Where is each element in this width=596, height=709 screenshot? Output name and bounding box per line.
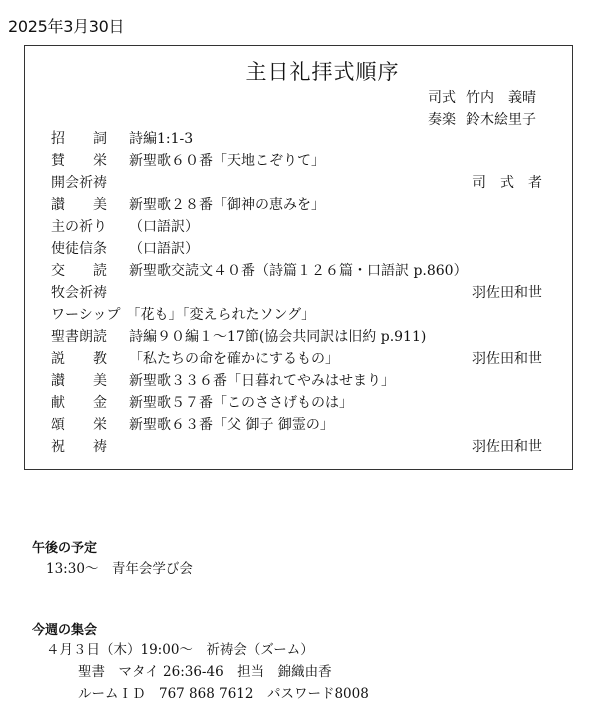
service-order-item	[51, 216, 542, 238]
staff-role: 奏楽	[428, 112, 456, 128]
service-item-content: （口語訳）	[129, 241, 199, 257]
afternoon-schedule-item: 13:30～ 青年会学び会	[46, 561, 193, 577]
service-item-label: 招 詞	[51, 131, 107, 147]
service-order-item	[51, 326, 542, 348]
staff-organist	[428, 109, 536, 129]
service-item-label: 讃 美	[51, 373, 107, 389]
service-item-label: ワーシップ	[51, 307, 121, 323]
service-item-label: 頌 栄	[51, 417, 107, 433]
service-item-content: 「私たちの命を確かにするもの」	[129, 351, 339, 367]
service-order-item	[51, 128, 542, 150]
service-order-item	[51, 392, 542, 414]
service-item-label: 主の祈り	[51, 219, 107, 235]
service-item-content: 詩編９０編１～17節(協会共同訳は旧約 p.911)	[129, 329, 427, 345]
service-item-person: 羽佐田和世	[472, 351, 542, 367]
service-item-content: 新聖歌６０番「天地こぞりて」	[129, 153, 325, 169]
service-item-label: 開会祈祷	[51, 175, 107, 191]
service-order-box	[24, 45, 573, 470]
service-order-item	[51, 304, 542, 326]
service-item-label: 交 読	[51, 263, 107, 279]
service-item-content: 新聖歌３３６番「日暮れてやみはせまり」	[129, 373, 395, 389]
service-order-item	[51, 260, 542, 282]
service-item-person: 羽佐田和世	[472, 285, 542, 301]
service-order-item	[51, 436, 542, 458]
service-item-label: 使徒信条	[51, 241, 107, 257]
weekly-meeting-room-id: ルームＩＤ 767 868 7612 パスワード8008	[78, 686, 369, 702]
service-order-item	[51, 282, 542, 304]
service-item-label: 祝 祷	[51, 439, 107, 455]
service-item-person: 羽佐田和世	[472, 439, 542, 455]
service-item-label: 讃 美	[51, 197, 107, 213]
service-item-content: （口語訳）	[129, 219, 199, 235]
staff-presider	[428, 87, 536, 107]
service-order-item	[51, 172, 542, 194]
service-order-item	[51, 348, 542, 370]
service-item-person: 司 式 者	[472, 175, 542, 191]
staff-name: 竹内 義晴	[466, 90, 536, 106]
service-item-label: 聖書朗読	[51, 329, 107, 345]
service-item-content: 「花も」「変えられたソング」	[126, 307, 316, 323]
service-item-content: 新聖歌交読文４０番（詩篇１２６篇・口語訳 p.860）	[129, 263, 468, 279]
service-item-content: 新聖歌２８番「御神の恵みを」	[129, 197, 325, 213]
service-order-list	[51, 128, 542, 458]
service-order-item	[51, 370, 542, 392]
service-order-item	[51, 414, 542, 436]
bulletin-date: 2025年3月30日	[8, 17, 125, 36]
service-item-label: 賛 栄	[51, 153, 107, 169]
service-order-item	[51, 194, 542, 216]
service-item-content: 新聖歌６３番「父 御子 御霊の」	[129, 417, 334, 433]
weekly-meeting-scripture: 聖書 マタイ 26:36-46 担当 錦織由香	[78, 664, 332, 680]
weekly-meetings-heading: 今週の集会	[32, 623, 98, 638]
service-item-label: 献 金	[51, 395, 107, 411]
afternoon-schedule-heading: 午後の予定	[32, 541, 98, 556]
staff-role: 司式	[428, 90, 456, 106]
service-item-label: 説 教	[51, 351, 107, 367]
service-item-label: 牧会祈祷	[51, 285, 107, 301]
weekly-meeting-item: ４月３日（木）19:00～ 祈祷会（ズーム）	[46, 642, 314, 658]
service-order-title: 主日礼拝式順序	[245, 60, 400, 84]
service-order-item	[51, 238, 542, 260]
service-order-item	[51, 150, 542, 172]
service-item-content: 新聖歌５７番「このささげものは」	[129, 395, 353, 411]
staff-name: 鈴木絵里子	[466, 112, 536, 128]
service-item-content: 詩編1:1-3	[129, 131, 194, 147]
